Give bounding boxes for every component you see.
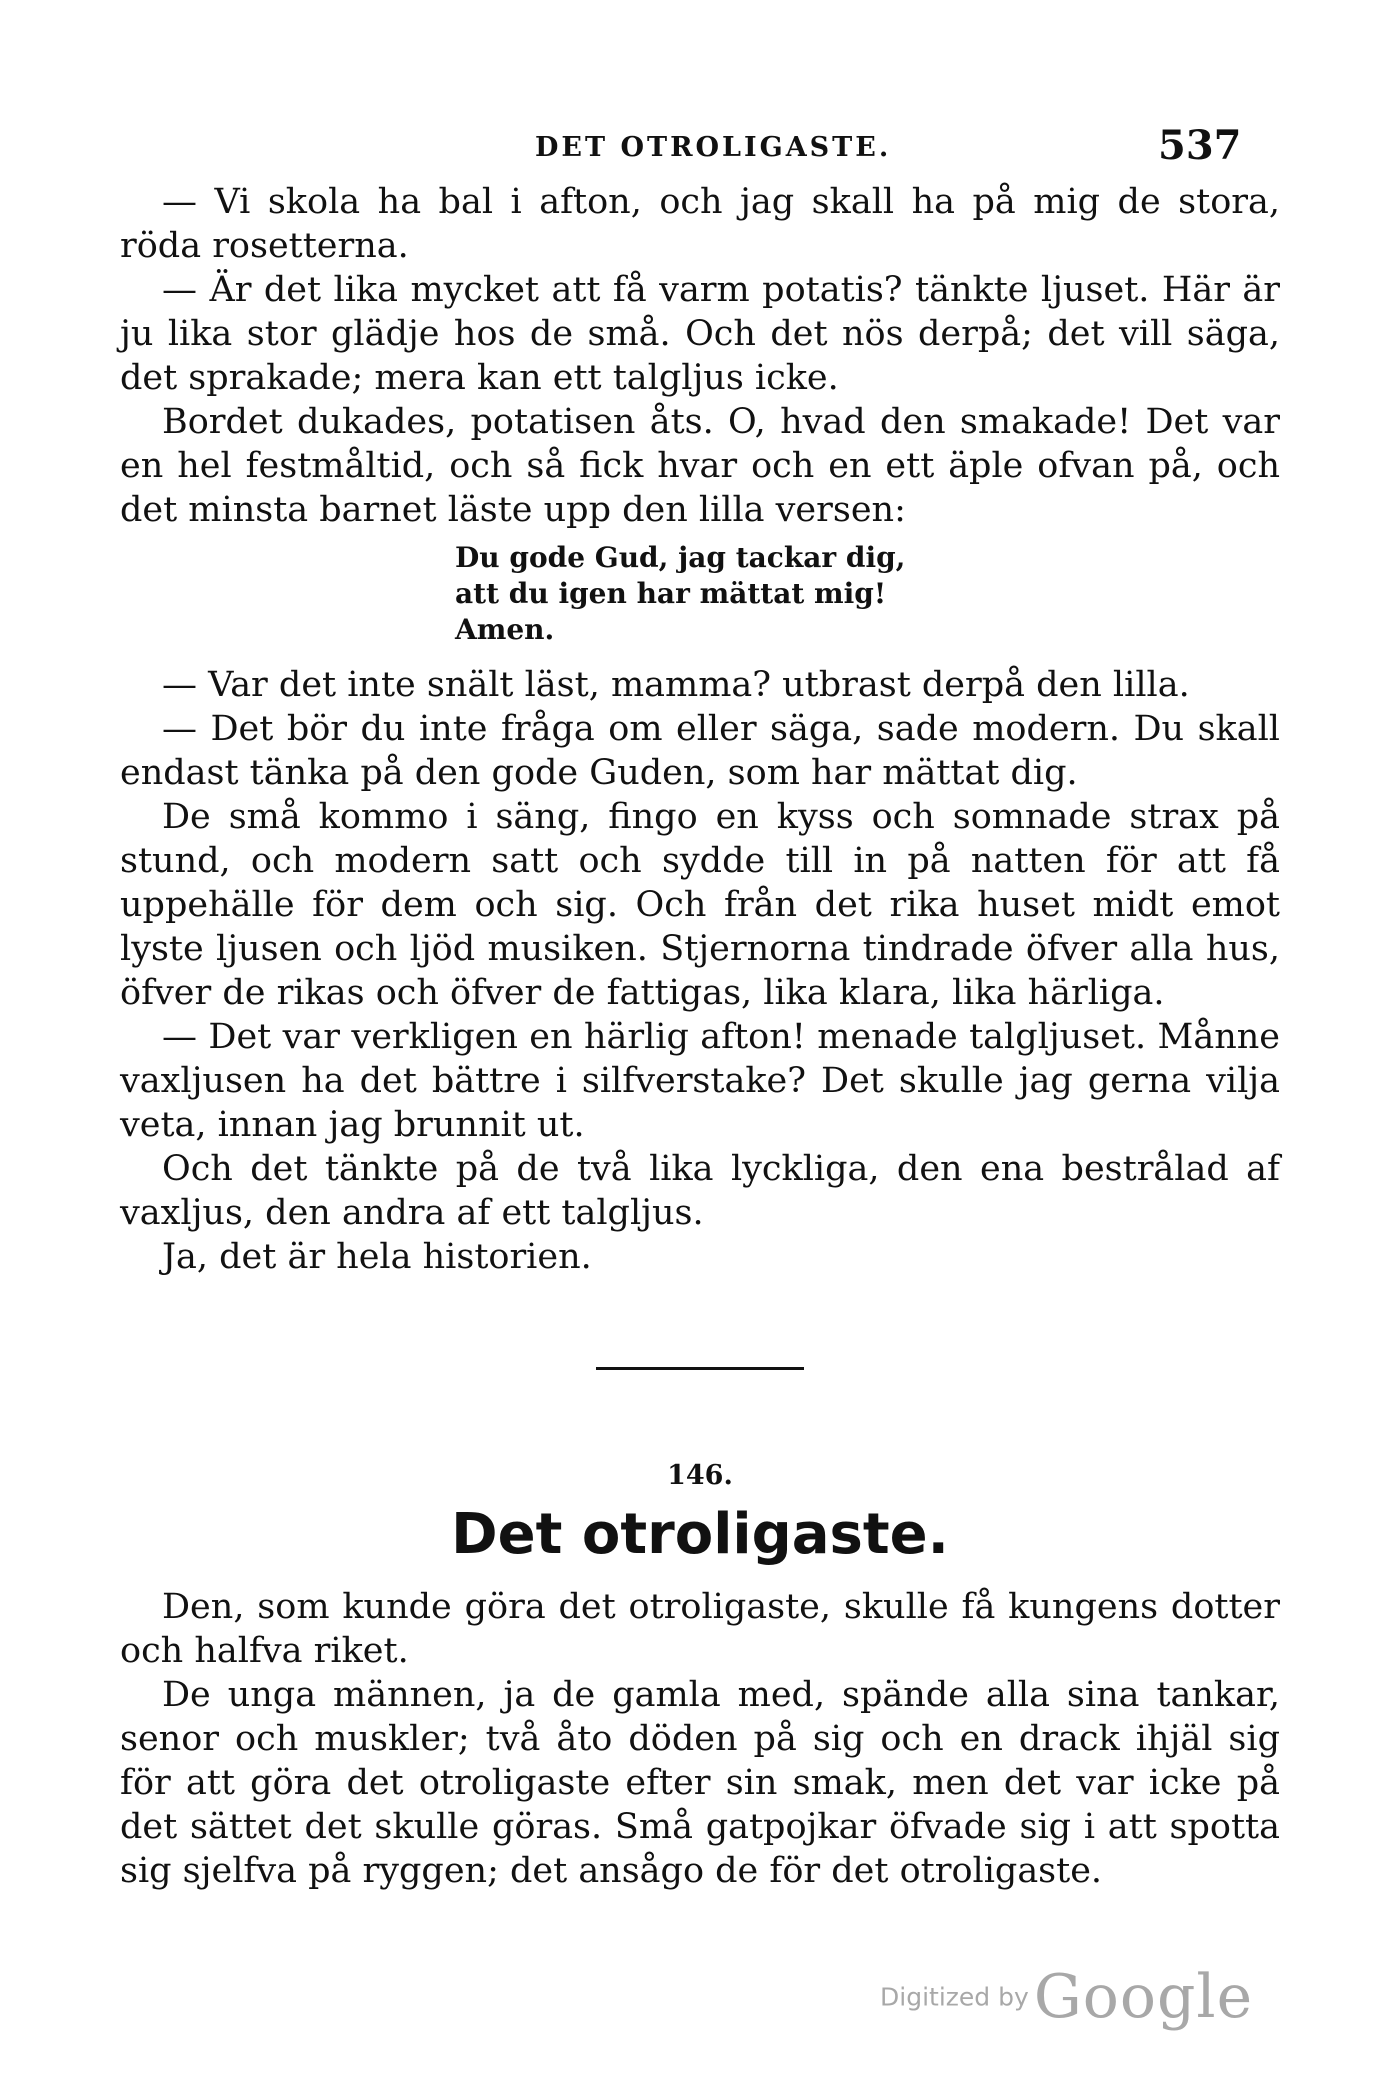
- paragraph: — Vi skola ha bal i afton, och jag skall ha på mig de stora, röda rosetterna.: [120, 182, 1280, 266]
- paragraph: Ja, det är hela historien.: [162, 1237, 592, 1277]
- running-head: [0, 122, 1400, 172]
- running-title: DET OTROLIGASTE.: [535, 132, 892, 163]
- paragraph: De små kommo i säng, fingo en kyss och somnade strax på stund, och modern satt och sydde till in på natten för att få uppehälle för dem och sig. Och från det rika huset midt emot lyste ljusen och ljöd musiken. Stjernorna tindrade öfver alla hus, öfver de rikas och öfver de fattigas, lika klara, lika härliga.: [120, 797, 1280, 1013]
- paragraph: Bordet dukades, potatisen åts. O, hvad den smakade! Det var en hel festmåltid, och så fick hvar och en ett äple ofvan på, och det minsta barnet läste upp den lilla versen:: [120, 402, 1280, 530]
- story-number: 146.: [667, 1460, 733, 1491]
- page-number: 537: [1158, 122, 1242, 169]
- section-divider: [596, 1367, 804, 1370]
- paragraph: Den, som kunde göra det otroligaste, skulle få kungens dotter och halfva riket.: [120, 1587, 1280, 1671]
- paragraph: De unga männen, ja de gamla med, spände alla sina tankar, senor och muskler; två åto döden på sig och en drack ihjäl sig för att göra det otroligaste efter sin smak, men det var icke på det sättet det skulle göras. Små gatpojkar öfvade sig i att spotta sig sjelfva på ryggen; det ansågo de för det otroligaste.: [120, 1675, 1280, 1891]
- verse-line: Du gode Gud, jag tackar dig,: [455, 541, 906, 574]
- digitized-by-label: Digitized by: [880, 1982, 1029, 2012]
- paragraph: Och det tänkte på de två lika lyckliga, den ena bestrålad af vaxljus, den andra af ett talgljus.: [120, 1149, 1280, 1233]
- verse-line: att du igen har mättat mig!: [455, 577, 887, 610]
- google-logo: Google: [1033, 1962, 1254, 2032]
- verse: [455, 540, 905, 648]
- text-block-3: [120, 1585, 1280, 1893]
- paragraph: — Är det lika mycket att få varm potatis? tänkte ljuset. Här är ju lika stor glädje hos de små. Och det nös derpå; det vill säga, det sprakade; mera kan ett talgljus icke.: [120, 270, 1280, 398]
- text-block-2: [120, 663, 1280, 1279]
- paragraph: — Det var verkligen en härlig afton! menade talgljuset. Månne vaxljusen ha det bättre i silfverstake? Det skulle jag gerna vilja veta, innan jag brunnit ut.: [120, 1017, 1280, 1145]
- paragraph: — Det bör du inte fråga om eller säga, sade modern. Du skall endast tänka på den gode Guden, som har mättat dig.: [120, 709, 1280, 793]
- google-watermark: [880, 1962, 1253, 2032]
- text-block-1: [120, 180, 1280, 532]
- paragraph: — Var det inte snält läst, mamma? utbrast derpå den lilla.: [162, 665, 1190, 705]
- story-title: Det otroligaste.: [451, 1502, 949, 1567]
- verse-line: Amen.: [455, 613, 555, 646]
